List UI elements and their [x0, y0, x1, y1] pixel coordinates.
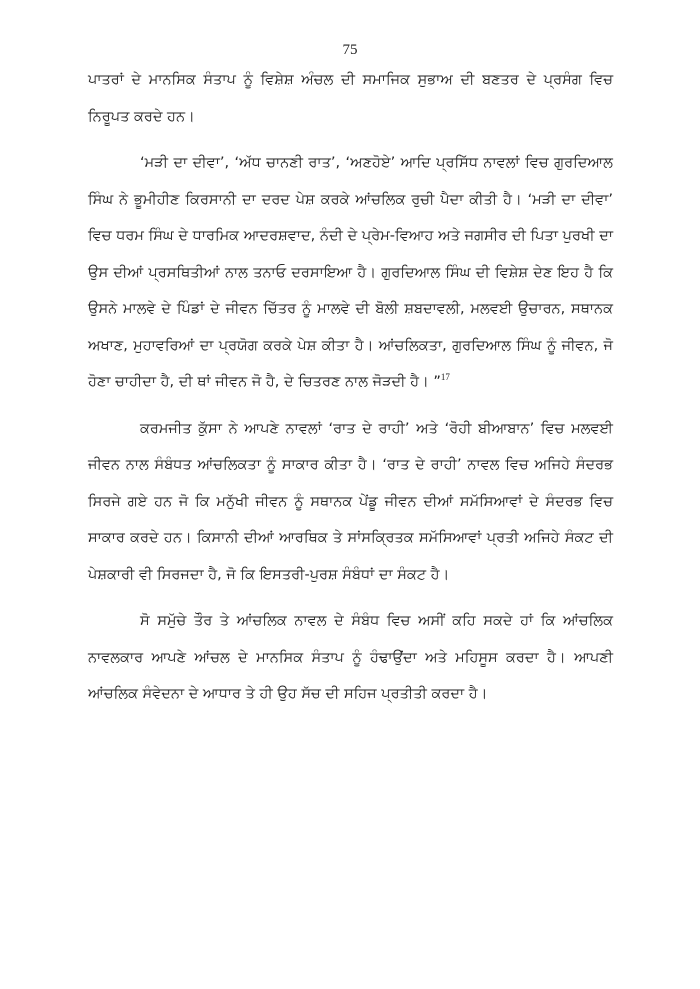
- paragraph-1-text: ਪਾਤਰਾਂ ਦੇ ਮਾਨਸਿਕ ਸੰਤਾਪ ਨੂੰ ਵਿਸ਼ੇਸ਼ ਅੰਚਲ ਦੀ ਸਮਾਜਿਕ ਸੁਭਾਅ ਦੀ ਬਣਤਰ ਦੇ ਪ੍ਰਸੰਗ ਵਿਚ ਨਿਰੂਪਤ ਕਰਦੇ ਹਨ।: [88, 72, 613, 125]
- paragraph-3: [88, 411, 613, 594]
- paragraph-4-text: ਸੋ ਸਮੁੱਚੇ ਤੌਰ ਤੇ ਆਂਚਲਿਕ ਨਾਵਲ ਦੇ ਸੰਬੰਧ ਵਿਚ ਅਸੀਂ ਕਹਿ ਸਕਦੇ ਹਾਂ ਕਿ ਆਂਚਲਿਕ ਨਾਵਲਕਾਰ ਆਪਣੇ ਆਂਚਲ ਦੇ ਮਾਨਸਿਕ ਸੰਤਾਪ ਨੂੰ ਹੰਢਾਉਂਦਾ ਅਤੇ ਮਹਿਸੂਸ ਕਰਦਾ ਹੈ। ਆਪਣੀ ਆਂਚਲਿਕ ਸੰਵੇਦਨਾ ਦੇ ਆਧਾਰ ਤੇ ਹੀ ਉਹ ਸੱਚ ਦੀ ਸਹਿਜ ਪ੍ਰਤੀਤੀ ਕਰਦਾ ਹੈ।: [88, 613, 613, 702]
- body-text: [88, 62, 613, 713]
- paragraph-2-text: ‘ਮੜੀ ਦਾ ਦੀਵਾ’, ‘ਅੱਧ ਚਾਨਣੀ ਰਾਤ’, ‘ਅਣਹੋਏ’ ਆਦਿ ਪ੍ਰਸਿੱਧ ਨਾਵਲਾਂ ਵਿਚ ਗੁਰਦਿਆਲ ਸਿੰਘ ਨੇ ਭੂਮੀਹੀਣ ਕਿਰਸਾਨੀ ਦਾ ਦਰਦ ਪੇਸ਼ ਕਰਕੇ ਆਂਚਲਿਕ ਰੁਚੀ ਪੈਦਾ ਕੀਤੀ ਹੈ। ‘ਮੜੀ ਦਾ ਦੀਵਾ’ ਵਿਚ ਧਰਮ ਸਿੰਘ ਦੇ ਧਾਰਮਿਕ ਆਦਰਸ਼ਵਾਦ, ਨੰਦੀ ਦੇ ਪ੍ਰੇਮ-ਵਿਆਹ ਅਤੇ ਜਗਸੀਰ ਦੀ ਪਿਤਾ ਪੁਰਖੀ ਦਾ ਉਸ ਦੀਆਂ ਪ੍ਰਸਥਿਤੀਆਂ ਨਾਲ ਤਨਾਓ ਦਰਸਾਇਆ ਹੈ। ਗੁਰਦਿਆਲ ਸਿੰਘ ਦੀ ਵਿਸ਼ੇਸ਼ ਦੇਣ ਇਹ ਹੈ ਕਿ ਉਸਨੇ ਮਾਲਵੇ ਦੇ ਪਿੰਡਾਂ ਦੇ ਜੀਵਨ ਚਿੱਤਰ ਨੂੰ ਮਾਲਵੇ ਦੀ ਬੋਲੀ ਸ਼ਬਦਾਵਲੀ, ਮਲਵਈ ਉਚਾਰਨ, ਸਥਾਨਕ ਅਖਾਣ, ਮੁਹਾਵਰਿਆਂ ਦਾ ਪ੍ਰਯੋਗ ਕਰਕੇ ਪੇਸ਼ ਕੀਤਾ ਹੈ। ਆਂਚਲਿਕਤਾ, ਗੁਰਦਿਆਲ ਸਿੰਘ ਨੂੰ ਜੀਵਨ, ਜੋ ਹੋਣਾ ਚਾਹੀਦਾ ਹੈ, ਦੀ ਥਾਂ ਜੀਵਨ ਜੋ ਹੈ, ਦੇ ਚਿਤਰਣ ਨਾਲ ਜੋੜਦੀ ਹੈ। ”: [88, 155, 613, 390]
- paragraph-2: [88, 145, 613, 401]
- paragraph-1: [88, 62, 613, 135]
- footnote-reference: 17: [440, 372, 450, 383]
- paragraph-4: [88, 603, 613, 713]
- page-number: 75: [342, 42, 358, 58]
- paragraph-3-text: ਕਰਮਜੀਤ ਕੁੱਸਾ ਨੇ ਆਪਣੇ ਨਾਵਲਾਂ ‘ਰਾਤ ਦੇ ਰਾਹੀ’ ਅਤੇ ‘ਰੋਹੀ ਬੀਆਬਾਨ’ ਵਿਚ ਮਲਵਈ ਜੀਵਨ ਨਾਲ ਸੰਬੰਧਤ ਆਂਚਲਿਕਤਾ ਨੂੰ ਸਾਕਾਰ ਕੀਤਾ ਹੈ। ‘ਰਾਤ ਦੇ ਰਾਹੀ’ ਨਾਵਲ ਵਿਚ ਅਜਿਹੇ ਸੰਦਰਭ ਸਿਰਜੇ ਗਏ ਹਨ ਜੋ ਕਿ ਮਨੁੱਖੀ ਜੀਵਨ ਨੂੰ ਸਥਾਨਕ ਪੇਂਡੂ ਜੀਵਨ ਦੀਆਂ ਸਮੱਸਿਆਵਾਂ ਦੇ ਸੰਦਰਭ ਵਿਚ ਸਾਕਾਰ ਕਰਦੇ ਹਨ। ਕਿਸਾਨੀ ਦੀਆਂ ਆਰਥਿਕ ਤੇ ਸਾਂਸਕ੍ਰਿਤਕ ਸਮੱਸਿਆਵਾਂ ਪ੍ਰਤੀ ਅਜਿਹੇ ਸੰਕਟ ਦੀ ਪੇਸ਼ਕਾਰੀ ਵੀ ਸਿਰਜਦਾ ਹੈ, ਜੋ ਕਿ ਇਸਤਰੀ-ਪੁਰਸ਼ ਸੰਬੰਧਾਂ ਦਾ ਸੰਕਟ ਹੈ।: [88, 420, 613, 583]
